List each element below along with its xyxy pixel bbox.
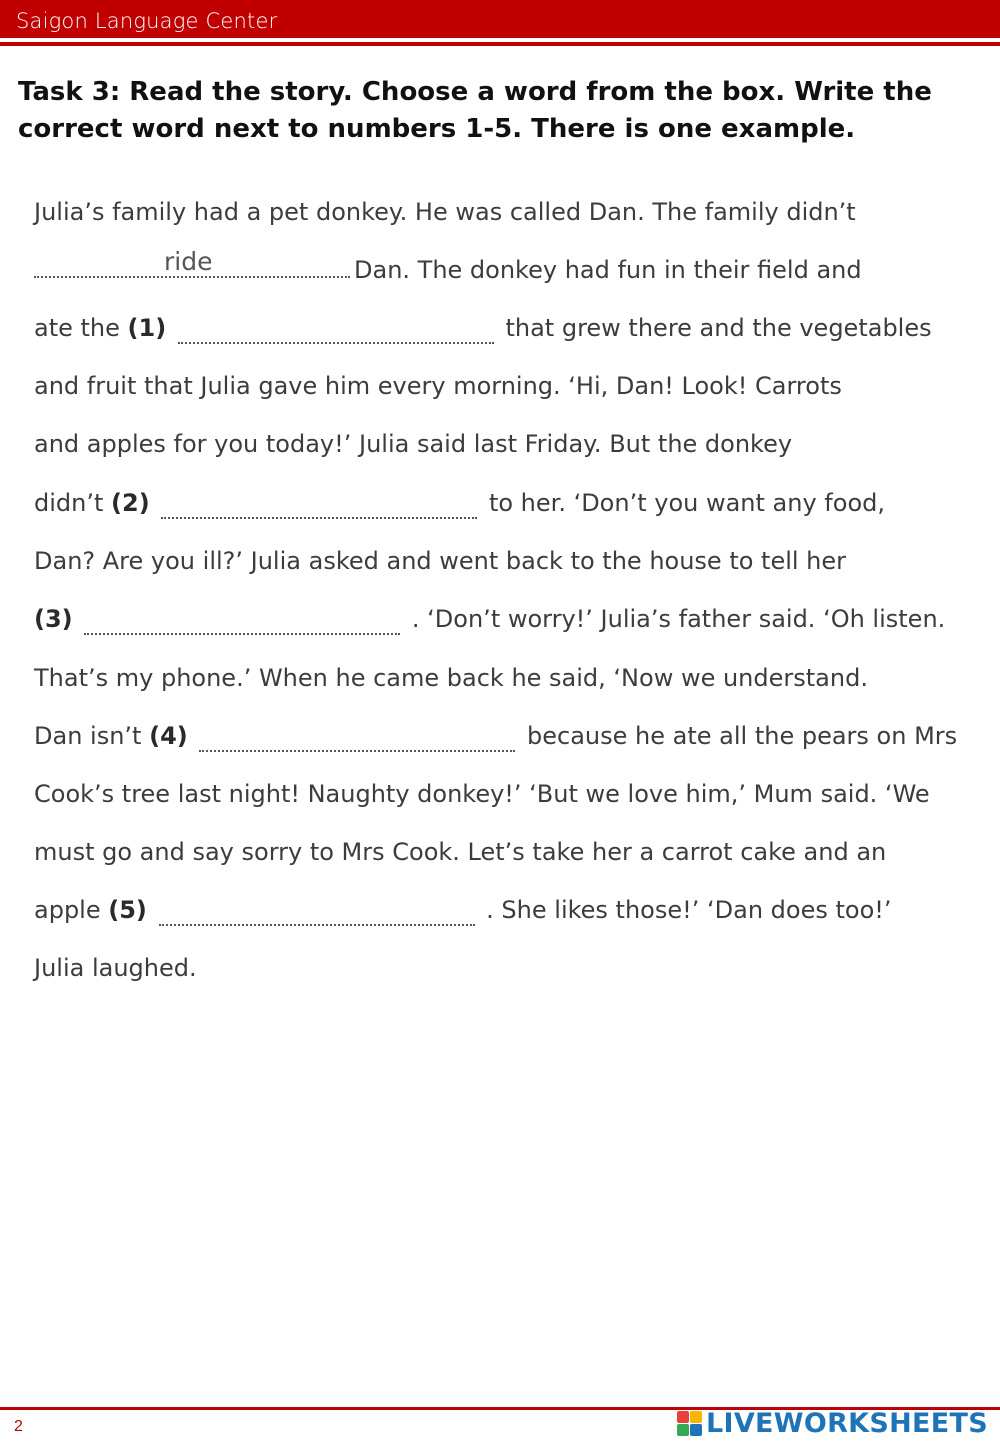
example-answer: ride <box>164 247 213 276</box>
story-line-2 <box>34 247 862 288</box>
story-text-segment: . ‘Don’t worry!’ Julia’s father said. ‘Oh listen. <box>411 605 946 633</box>
gap-number-3: (3) <box>34 605 73 633</box>
story-text-segment: because he ate all the pears on Mrs <box>527 722 958 750</box>
page-number: 2 <box>14 1418 23 1435</box>
story-text-segment: Dan isn’t <box>34 722 142 750</box>
gap-number-1: (1) <box>127 314 167 342</box>
story-line-11: Cook’s tree last night! Naughty donkey!’ ‘But we love him,’ Mum said. ‘We <box>34 780 930 808</box>
gap-number-4: (4) <box>149 722 188 750</box>
story-line-7: Dan? Are you ill?’ Julia asked and went back to the house to tell her <box>34 547 847 575</box>
example-blank <box>34 247 350 278</box>
task-instruction: Task 3: Read the story. Choose a word from the box. Write the correct word next to numbers 1-5. There is one example. <box>18 77 932 144</box>
story-line-10 <box>34 718 957 754</box>
gap-number-2: (2) <box>111 489 150 517</box>
story-line-3 <box>34 310 932 346</box>
story-line-9: That’s my phone.’ When he came back he said, ‘Now we understand. <box>34 664 868 692</box>
header-rule <box>0 42 1000 46</box>
answer-input-1[interactable] <box>178 320 494 344</box>
story-line-5: and apples for you today!’ Julia said last Friday. But the donkey <box>34 430 793 458</box>
answer-input-3[interactable] <box>84 611 400 635</box>
story-line-6 <box>34 485 885 521</box>
story-line-1: Julia’s family had a pet donkey. He was called Dan. The family didn’t <box>34 198 856 226</box>
liveworksheets-logo[interactable] <box>677 1408 988 1438</box>
header-title: Saigon Language Center <box>16 9 278 33</box>
story-text-segment: ate the <box>34 314 120 342</box>
story-text-segment: . She likes those!’ ‘Dan does too!’ <box>486 896 892 924</box>
story-text-segment: didn’t <box>34 489 104 517</box>
gap-number-5: (5) <box>108 896 147 924</box>
story-line-14: Julia laughed. <box>34 954 197 982</box>
answer-input-5[interactable] <box>159 902 475 926</box>
story-text-segment: apple <box>34 896 101 924</box>
story-line-12: must go and say sorry to Mrs Cook. Let’s take her a carrot cake and an <box>34 838 887 866</box>
story-line-8 <box>34 601 945 637</box>
story-line-13 <box>34 892 892 928</box>
logo-blocks-icon <box>677 1411 702 1436</box>
logo-text: LIVEWORKSHEETS <box>705 1407 988 1439</box>
answer-input-2[interactable] <box>161 495 477 519</box>
story-text-segment: that grew there and the vegetables <box>505 314 932 342</box>
story-text-segment: Dan. The donkey had fun in their field and <box>354 256 862 284</box>
story-text-segment: to her. ‘Don’t you want any food, <box>488 489 885 517</box>
answer-input-4[interactable] <box>199 728 515 752</box>
story-line-4: and fruit that Julia gave him every morning. ‘Hi, Dan! Look! Carrots <box>34 372 842 400</box>
